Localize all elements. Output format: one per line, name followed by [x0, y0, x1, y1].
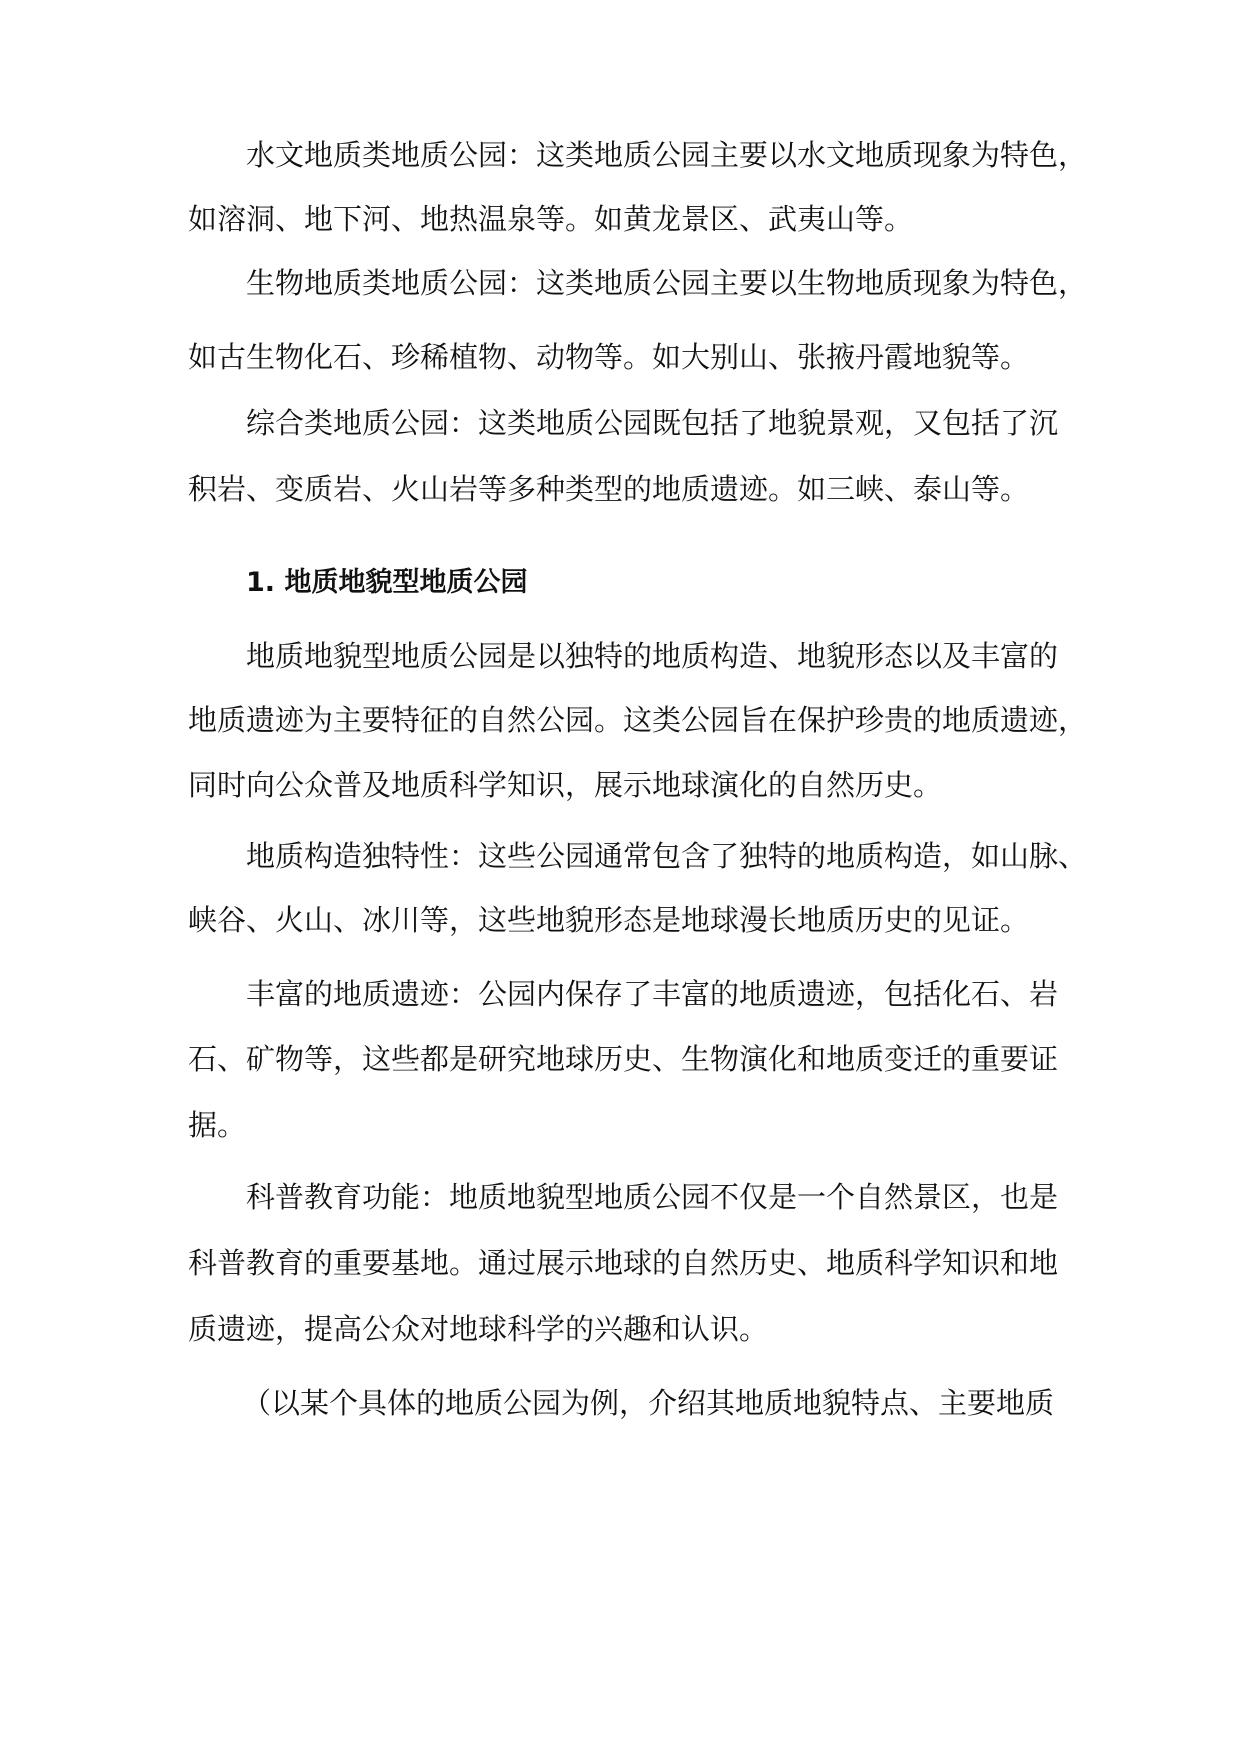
paragraph-relics-line-1: 丰富的地质遗迹：公园内保存了丰富的地质遗迹，包括化石、岩 — [246, 977, 1059, 1011]
paragraph-biogeology-line-2: 如古生物化石、珍稀植物、动物等。如大别山、张掖丹霞地貌等。 — [188, 340, 1030, 374]
paragraph-education-line-2: 科普教育的重要基地。通过展示地球的自然历史、地质科学知识和地 — [188, 1246, 1059, 1280]
paragraph-education-line-3: 质遗迹，提高公众对地球科学的兴趣和认识。 — [188, 1312, 769, 1346]
paragraph-relics-line-2: 石、矿物等，这些都是研究地球历史、生物演化和地质变迁的重要证 — [188, 1042, 1059, 1076]
paragraph-relics-line-3: 据。 — [188, 1108, 247, 1142]
paragraph-education-line-1: 科普教育功能：地质地貌型地质公园不仅是一个自然景区，也是 — [246, 1180, 1059, 1214]
paragraph-comprehensive-line-2: 积岩、变质岩、火山岩等多种类型的地质遗迹。如三峡、泰山等。 — [188, 472, 1030, 506]
paragraph-hydrogeology-line-2: 如溶洞、地下河、地热温泉等。如黄龙景区、武夷山等。 — [188, 202, 914, 236]
paragraph-intro-line-1: 地质地貌型地质公园是以独特的地质构造、地貌形态以及丰富的 — [246, 639, 1059, 673]
paragraph-intro-line-3: 同时向公众普及地质科学知识，展示地球演化的自然历史。 — [188, 768, 943, 802]
paragraph-hydrogeology-line-1: 水文地质类地质公园：这类地质公园主要以水文地质现象为特色， — [246, 138, 1088, 172]
paragraph-comprehensive-line-1: 综合类地质公园：这类地质公园既包括了地貌景观，又包括了沉 — [246, 406, 1059, 440]
paragraph-structure-line-1: 地质构造独特性：这些公园通常包含了独特的地质构造，如山脉、 — [246, 839, 1088, 873]
paragraph-example-line-1: （以某个具体的地质公园为例，介绍其地质地貌特点、主要地质 — [242, 1386, 1055, 1420]
section-heading: 1. 地质地貌型地质公园 — [246, 567, 528, 598]
paragraph-structure-line-2: 峡谷、火山、冰川等，这些地貌形态是地球漫长地质历史的见证。 — [188, 903, 1030, 937]
paragraph-biogeology-line-1: 生物地质类地质公园：这类地质公园主要以生物地质现象为特色， — [246, 266, 1088, 300]
paragraph-intro-line-2: 地质遗迹为主要特征的自然公园。这类公园旨在保护珍贵的地质遗迹， — [188, 703, 1088, 737]
